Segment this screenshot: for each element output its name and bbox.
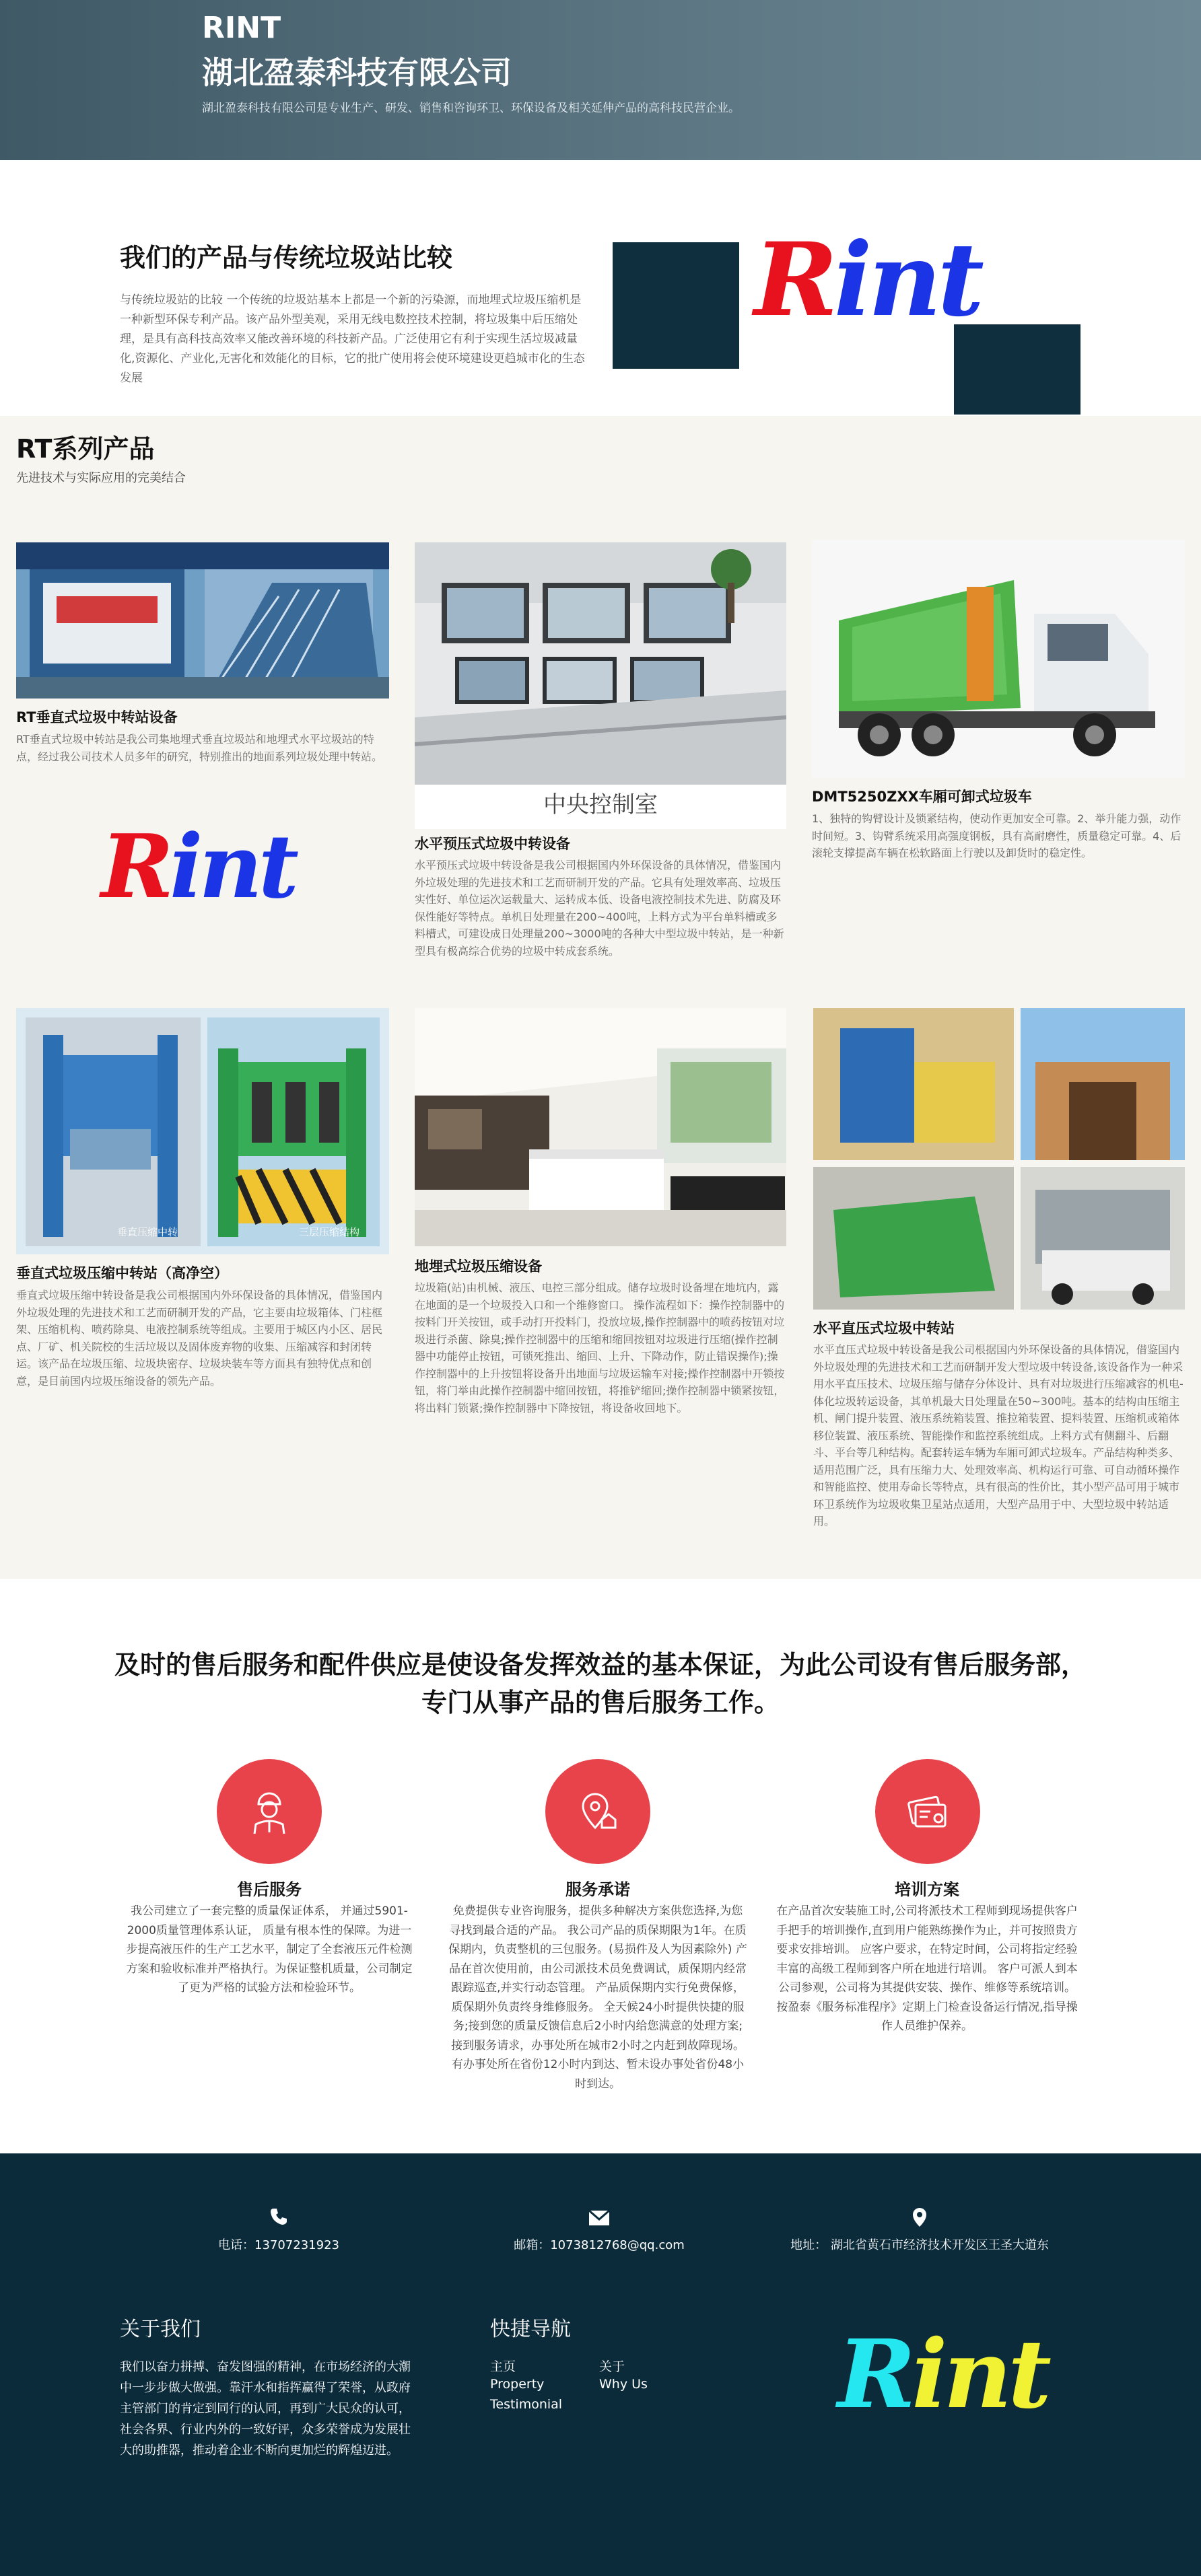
product-image-kitchen[interactable] [415,1008,786,1246]
brand-name-en[interactable]: RINT [202,11,281,45]
card-text-6: 水平直压式垃圾中转设备是我公司根据国内外环保设备的具体情况，借鉴国内外垃圾处理的先进技术和工艺而研制开发大型垃圾中转设备,该设备作为一种采用水平直压技术、垃圾压缩与储存分体设计、具有对垃圾进行压缩减容的机电-体化垃圾转运设备，其单机最大日处理量在50~300吨。基本的结构由压缩主机、闸门提升装置、液压系统箱装置、推拉箱装置、提料装置、压缩机或箱体移位装置、液压系统、智能操作和监控系统组成。上料方式有侧翻斗、后翻斗、平台等几种结构。配套转运车辆为车厢可卸式垃圾车。产品结构种类多、适用范围广泛，具有压缩力大、处理效率高、机构运行可靠、可自动循环操作和智能监控、使用寿命长等特点，具有很高的性价比，其小型产品可用于城市环卫系统作为垃圾收集卫星站点适用，大型产品用于中、大型垃圾中转站适用。 [813,1343,1183,1528]
service-heading-2: 服务承诺 [565,1880,630,1899]
series-title: RT系列产品 [16,434,155,464]
location-home-icon [578,1790,618,1833]
service-icon-circle-1 [217,1759,322,1864]
top-banner [0,0,1201,160]
product-image-control-room[interactable] [415,542,786,829]
nav-property[interactable]: Property [490,2377,545,2392]
kitchen-photo [415,1008,786,1246]
footer-address: 地址： 湖北省黄石市经济技术开发区王圣大道东 [790,2238,1049,2252]
control-room-caption: 中央控制室 [543,791,658,818]
service-text-3: 在产品首次安装施工时,公司将派技术工程师到现场提供客户手把手的培训操作,直到用户能熟练操作为止，并可按照贵方要求安排培训。 应客户要求，在特定时间，公司将指定经验丰富的高级工程师到客户所在地进行培训。 客户可派人到本公司参观，公司将为其提供安装、操作、维修等系统培训。 按盈泰《服务标准程序》定期上门检查设备运行情况,指导操作人员维护保养。 [776,1904,1078,2033]
product-image-grid-horizontal[interactable] [813,1008,1185,1310]
compare-text: 与传统垃圾站的比较 一个传统的垃圾站基本上都是一个新的污染源，而地埋式垃圾压缩机是一种新型环保专利产品。该产品外型美观，采用无线电数控技术控制，将垃圾集中后压缩处理，是具有高科技高效率又能改善环境的科技新产品。广泛使用它有利于实现生活垃圾减量化,资源化、产业化,无害化和效能化的目标，它的批广使用将会使环境建设更趋城市化的生态发展 [120,293,585,385]
card-title-2[interactable]: 水平预压式垃圾中转设备 [415,836,570,852]
about-text: 我们以奋力拼搏、奋发图强的精神，在市场经济的大潮中一步步做大做强。靠汗水和指挥赢得了荣誉，从政府主管部门的肯定到同行的认同，再到广大民众的认可，社会各界、行业内外的一致好评，众多荣誉成为发展壮大的助推器，推动着企业不断向更加烂的辉煌迈进。 [120,2360,411,2458]
phone-icon-svg [269,2207,288,2226]
product-image-dump-truck[interactable] [812,540,1185,778]
card-text-5: 垃圾箱(站)由机械、液压、电控三部分组成。储存垃圾时设备埋在地坑内，露在地面的是一个垃圾投入口和一个维修窗口。 操作流程如下：操作控制器中的按料门开关按钮，或手动打开投料门，投放垃圾,操作控制器中的喷药按钮对垃圾进行杀菌、除臭;操作控制器中的压缩和缩回按钮对垃圾进行压缩(操作控制器中功能停止按钮，可锁死推出、缩回、上升、下降动作，防止错误操作);操作控制器中的上升按钮将设备升出地面与垃圾运输车对接;操作控制器中开锁按钮，将门举由此操作控制器中缩回按钮，将推铲缩回;操作控制器中锁紧按钮，将出料门锁紧;操作控制器中下降按钮，将设备收回地下。 [415,1281,785,1415]
compare-title: 我们的产品与传统垃圾站比较 [120,243,453,273]
rint-logo-series: Rint [101,815,295,918]
service-heading-1: 售后服务 [237,1880,302,1899]
location-icon-svg [912,2207,927,2227]
card-title-6[interactable]: 水平直压式垃圾中转站 [813,1320,955,1336]
rint-logo-footer: Rint [837,2320,1048,2430]
brand-description: 湖北盈泰科技有限公司是专业生产、研发、销售和咨询环卫、环保设备及相关延伸产品的高科技民营企业。 [202,102,740,115]
dump-truck-photo [812,540,1185,778]
nav-about[interactable]: 关于 [599,2359,625,2374]
card-text-3: 1、独特的钩臂设计及锁紧结构，使动作更加安全可靠。2、举升能力强，动作时间短。3、钩臂系统采用高强度钢板，具有高耐磨性，质量稳定可靠。4、后滚轮支撑提高车辆在松软路面上行驶以及卸货时的稳定性。 [812,812,1181,859]
footer-phone[interactable]: 电话：13707231923 [218,2238,339,2252]
email-icon-svg [588,2210,610,2226]
vertical-station-photo [16,542,389,699]
service-text-1: 我公司建立了一套完整的质量保证体系， 并通过5901-2000质量管理体系认证， 质量有根本性的保障。为进一步提高液压件的生产工艺水平，制定了全套液压元件检测方案和验收标准并严格执行。为保证整机质量，公司制定了更为严格的试验方法和检验环节。 [126,1904,413,1995]
training-card-icon [906,1793,949,1830]
service-icon-circle-2 [545,1759,650,1864]
image-label-2: 三层压缩结构 [299,1226,360,1238]
product-image-vertical-station[interactable] [16,542,389,699]
nav-testimonial[interactable]: Testimonial [490,2397,563,2412]
control-room-photo [415,542,786,785]
card-title-4[interactable]: 垂直式垃圾压缩中转站（高净空） [16,1265,228,1281]
rint-logo-main: Rint [754,221,980,339]
nav-home[interactable]: 主页 [490,2359,516,2374]
card-title-3[interactable]: DMT5250ZXX车厢可卸式垃圾车 [812,789,1032,805]
card-title-1[interactable]: RT垂直式垃圾中转站设备 [16,709,178,725]
card-text-4: 垂直式垃圾压缩中转设备是我公司根据国内外环保设备的具体情况，借鉴国内外垃圾处理的先进技术和工艺而研制开发的产品，它主要由垃圾箱体、门柱框架、压缩机构、喷药除臭、电液控制系统等组成。主要用于城区内小区、居民点、厂矿、机关院校的生活垃圾以及固体废弃物的收集、压缩减容和封闭转运。该产品在垃圾压缩、垃圾块密存、垃圾块装车等方面具有独特优点和创意，是目前国内垃圾压缩设备的领先产品。 [16,1289,383,1388]
brand-name-cn[interactable]: 湖北盈泰科技有限公司 [202,55,512,91]
decor-square-left [613,242,739,369]
card-title-5[interactable]: 地埋式垃圾压缩设备 [415,1258,542,1275]
rint-logo-tail: int [833,221,980,339]
service-text-2: 免费提供专业咨询服务，提供多种解决方案供您选择,为您寻找到最合适的产品。 我公司产品的质保期限为1年。在质保期内，负责整机的三包服务。(易损件及人为因素除外) 产品在首次使用前，由公司派技术员免费调试，质保期内经常跟踪巡查,并实行动态管理。 产品质保期内实行免费保修，质保期外负责终身维修服务。 全天候24小时提供快捷的服务;接到您的质量反馈信息后2小时内给您满意的处理方案;接到服务请求，办事处所在城市2小时之内赶到故障现场。有办事处所在省份12小时内到达、暂未设办事处省份48小时到达。 [448,1904,747,2091]
horizontal-station-photos [813,1008,1185,1310]
series-subtitle: 先进技术与实际应用的完美结合 [16,471,186,485]
card-text-1: RT垂直式垃圾中转站是我公司集地埋式垂直垃圾站和地埋式水平垃圾站的特点，经过我公司技术人员多年的研究，特别推出的地面系列垃圾处理中转站。 [16,733,383,763]
service-title: 及时的售后服务和配件供应是使设备发挥效益的基本保证，为此公司设有售后服务部，专门从事产品的售后服务工作。 [114,1650,1087,1717]
nav-why-us[interactable]: Why Us [599,2377,648,2392]
location-icon [906,2207,933,2232]
product-image-compression-station[interactable] [16,1008,389,1254]
phone-icon [265,2207,292,2231]
footer-email[interactable]: 邮箱：1073812768@qq.com [514,2238,685,2252]
nav-title: 快捷导航 [490,2318,571,2341]
image-label-1: 垂直压缩中转 [117,1226,178,1238]
about-title: 关于我们 [120,2318,201,2341]
service-heading-3: 培训方案 [895,1880,959,1899]
compression-station-photo [16,1008,389,1254]
service-icon-circle-3 [875,1759,980,1864]
card-text-2: 水平预压式垃圾中转设备是我公司根据国内外环保设备的具体情况，借鉴国内外垃圾处理的先进技术和工艺而研制开发的产品。它具有处理效率高、垃圾压实性好、单位运次运载量大、运转成本低、设备电液控制技术先进、防腐及环保性能好等特点。单机日处理量在200~400吨，上料方式为平台单料槽或多料槽式，可建设成日处理量200~3000吨的各种大中型垃圾中转站，是一种新型具有极高综合优势的垃圾中转成套系统。 [415,859,784,958]
engineer-icon [249,1788,289,1835]
email-icon [586,2209,613,2231]
